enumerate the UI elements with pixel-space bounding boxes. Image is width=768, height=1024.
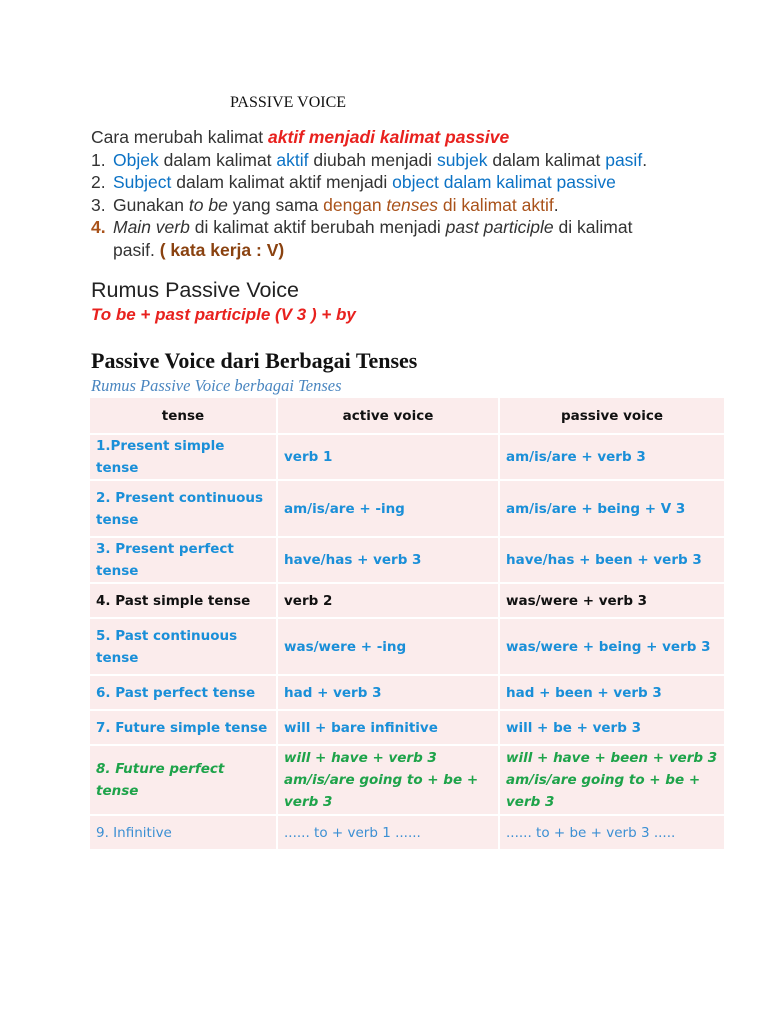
list-text: past participle [445, 217, 554, 237]
list-item-1 [91, 149, 647, 172]
section-subtitle: Rumus Passive Voice berbagai Tenses [91, 376, 342, 395]
list-text: tenses [386, 194, 438, 215]
table-row [90, 584, 724, 619]
passive-cell: am/is/are + verb 3 [500, 435, 724, 481]
list-text: . [553, 194, 559, 215]
list-text: subjek [436, 149, 488, 170]
table-header-row [90, 398, 724, 435]
tense-cell: 8. Future perfect tense [90, 746, 278, 816]
table-row [90, 481, 724, 538]
list-item-2 [91, 171, 647, 194]
passive-cell: have/has + been + verb 3 [500, 538, 724, 584]
tense-cell: 2. Present continuous tense [90, 481, 278, 538]
list-text: . [642, 149, 648, 170]
table-row [90, 435, 724, 481]
intro-lead-text: Cara merubah kalimat [91, 127, 269, 147]
active-cell: verb 1 [278, 435, 500, 481]
list-text: Subject [113, 172, 172, 192]
active-cell: was/were + -ing [278, 619, 500, 676]
intro-lead-emphasis: aktif menjadi kalimat passive [268, 127, 510, 147]
passive-cell: was/were + being + verb 3 [500, 619, 724, 676]
tense-cell: 9. Infinitive [90, 816, 278, 851]
passive-cell: had + been + verb 3 [500, 676, 724, 711]
list-text: ( kata kerja : V) [159, 239, 285, 260]
active-cell: am/is/are + -ing [278, 481, 500, 538]
rumus-heading: Rumus Passive Voice [91, 278, 299, 302]
list-number: 1. [91, 149, 106, 170]
list-number: 3. [91, 194, 106, 215]
table-row [90, 711, 724, 746]
active-cell: will + bare infinitive [278, 711, 500, 746]
passive-cell: ...... to + be + verb 3 ..... [500, 816, 724, 851]
passive-formula: To be + past participle (V 3 ) + by [91, 305, 356, 324]
table-row [90, 619, 724, 676]
tense-cell: 5. Past continuous tense [90, 619, 278, 676]
list-item-4-continued [91, 239, 647, 262]
table-row [90, 816, 724, 851]
intro-lead [91, 126, 647, 149]
active-cell: verb 2 [278, 584, 500, 619]
list-text: pasif [605, 149, 643, 170]
list-text: diubah menjadi [308, 149, 437, 170]
passive-cell: will + have + been + verb 3 am/is/are going to + be + verb 3 [500, 746, 724, 816]
page-title: PASSIVE VOICE [230, 94, 347, 111]
list-number: 4. [91, 217, 106, 237]
tense-cell: 3. Present perfect tense [90, 538, 278, 584]
list-text: dalam kalimat aktif menjadi [171, 172, 393, 192]
list-text: Objek [113, 149, 159, 170]
passive-cell: was/were + verb 3 [500, 584, 724, 619]
list-text: to be [188, 194, 228, 215]
tense-cell: 7. Future simple tense [90, 711, 278, 746]
list-text: dalam kalimat [487, 149, 606, 170]
tense-cell: 6. Past perfect tense [90, 676, 278, 711]
header-active-voice: active voice [278, 398, 500, 435]
tense-cell: 1.Present simple tense [90, 435, 278, 481]
list-text: Gunakan [113, 194, 189, 215]
table-row [90, 538, 724, 584]
tense-cell: 4. Past simple tense [90, 584, 278, 619]
list-number: 2. [91, 172, 106, 192]
list-text: di kalimat aktif berubah menjadi [189, 217, 446, 237]
active-cell: ...... to + verb 1 ...... [278, 816, 500, 851]
list-text: di kalimat aktif [437, 194, 554, 215]
list-text: aktif [276, 149, 309, 170]
list-text: yang sama [227, 194, 324, 215]
list-text: object dalam kalimat passive [392, 172, 616, 192]
active-cell: will + have + verb 3 am/is/are going to + be + verb 3 [278, 746, 500, 816]
list-item-4 [91, 216, 647, 239]
list-text: di kalimat [553, 217, 633, 237]
list-text: Main verb [113, 217, 190, 237]
header-tense: tense [90, 398, 278, 435]
passive-cell: am/is/are + being + V 3 [500, 481, 724, 538]
table-row [90, 676, 724, 711]
section-heading: Passive Voice dari Berbagai Tenses [91, 348, 418, 373]
intro-block [91, 126, 647, 261]
active-cell: had + verb 3 [278, 676, 500, 711]
active-cell: have/has + verb 3 [278, 538, 500, 584]
list-text: dengan [323, 194, 387, 215]
list-text: dalam kalimat [158, 149, 277, 170]
tenses-table [90, 398, 724, 851]
header-passive-voice: passive voice [500, 398, 724, 435]
table-row [90, 746, 724, 816]
list-item-3 [91, 194, 647, 217]
passive-cell: will + be + verb 3 [500, 711, 724, 746]
list-text: pasif. [113, 239, 160, 260]
